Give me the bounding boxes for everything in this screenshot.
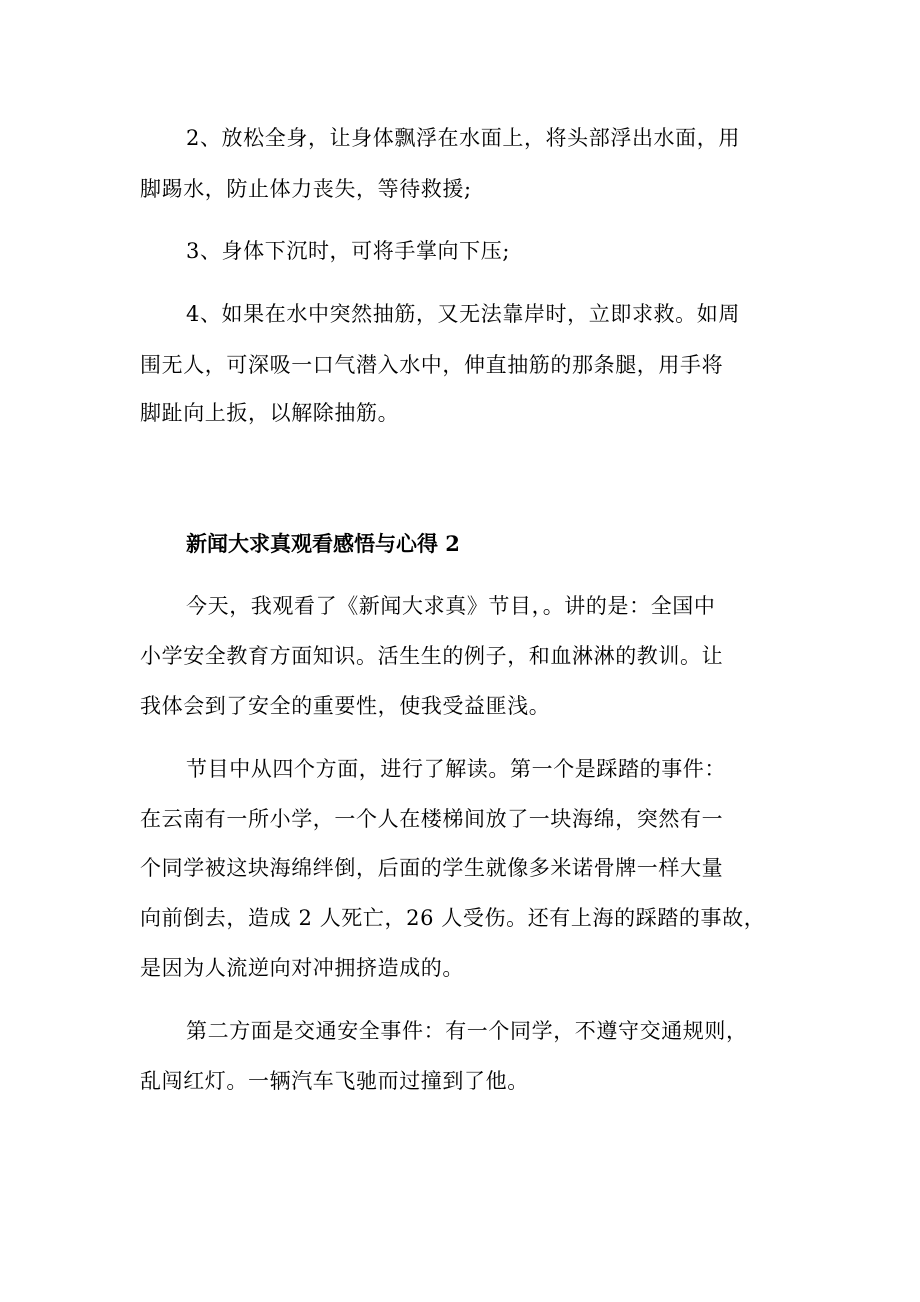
- paragraph-line: 我体会到了安全的重要性，使我受益匪浅。: [140, 694, 551, 718]
- paragraph-line: 节目中从四个方面，进行了解读。第一个是踩踏的事件：: [186, 757, 726, 781]
- paragraph-line: 第二方面是交通安全事件：有一个同学，不遵守交通规则，: [186, 1019, 748, 1043]
- section-heading: 新闻大求真观看感悟与心得 2: [186, 531, 460, 556]
- paragraph-line: 4、如果在水中突然抽筋，又无法靠岸时，立即求救。如周: [186, 302, 740, 326]
- paragraph-line: 今天，我观看了《新闻大求真》节目，。讲的是：全国中: [186, 594, 716, 618]
- paragraph-line: 向前倒去，造成 2 人死亡，26 人受伤。还有上海的踩踏的事故，: [140, 906, 766, 930]
- paragraph-line: 2、放松全身，让身体飘浮在水面上，将头部浮出水面，用: [186, 126, 740, 150]
- paragraph-line: 小学安全教育方面知识。活生生的例子，和血淋淋的教训。让: [140, 644, 724, 668]
- paragraph-line: 脚趾向上扳，以解除抽筋。: [140, 401, 400, 425]
- paragraph-line: 乱闯红灯。一辆汽车飞驰而过撞到了他。: [140, 1069, 529, 1093]
- paragraph-line: 3、身体下沉时，可将手掌向下压;: [186, 239, 511, 263]
- paragraph-line: 围无人，可深吸一口气潜入水中，伸直抽筋的那条腿，用手将: [140, 353, 724, 377]
- paragraph-line: 脚踢水，防止体力丧失，等待救援;: [140, 177, 472, 201]
- paragraph-line: 在云南有一所小学，一个人在楼梯间放了一块海绵，突然有一: [140, 807, 724, 831]
- paragraph-line: 个同学被这块海绵绊倒，后面的学生就像多米诺骨牌一样大量: [140, 856, 724, 880]
- paragraph-line: 是因为人流逆向对冲拥挤造成的。: [140, 956, 464, 980]
